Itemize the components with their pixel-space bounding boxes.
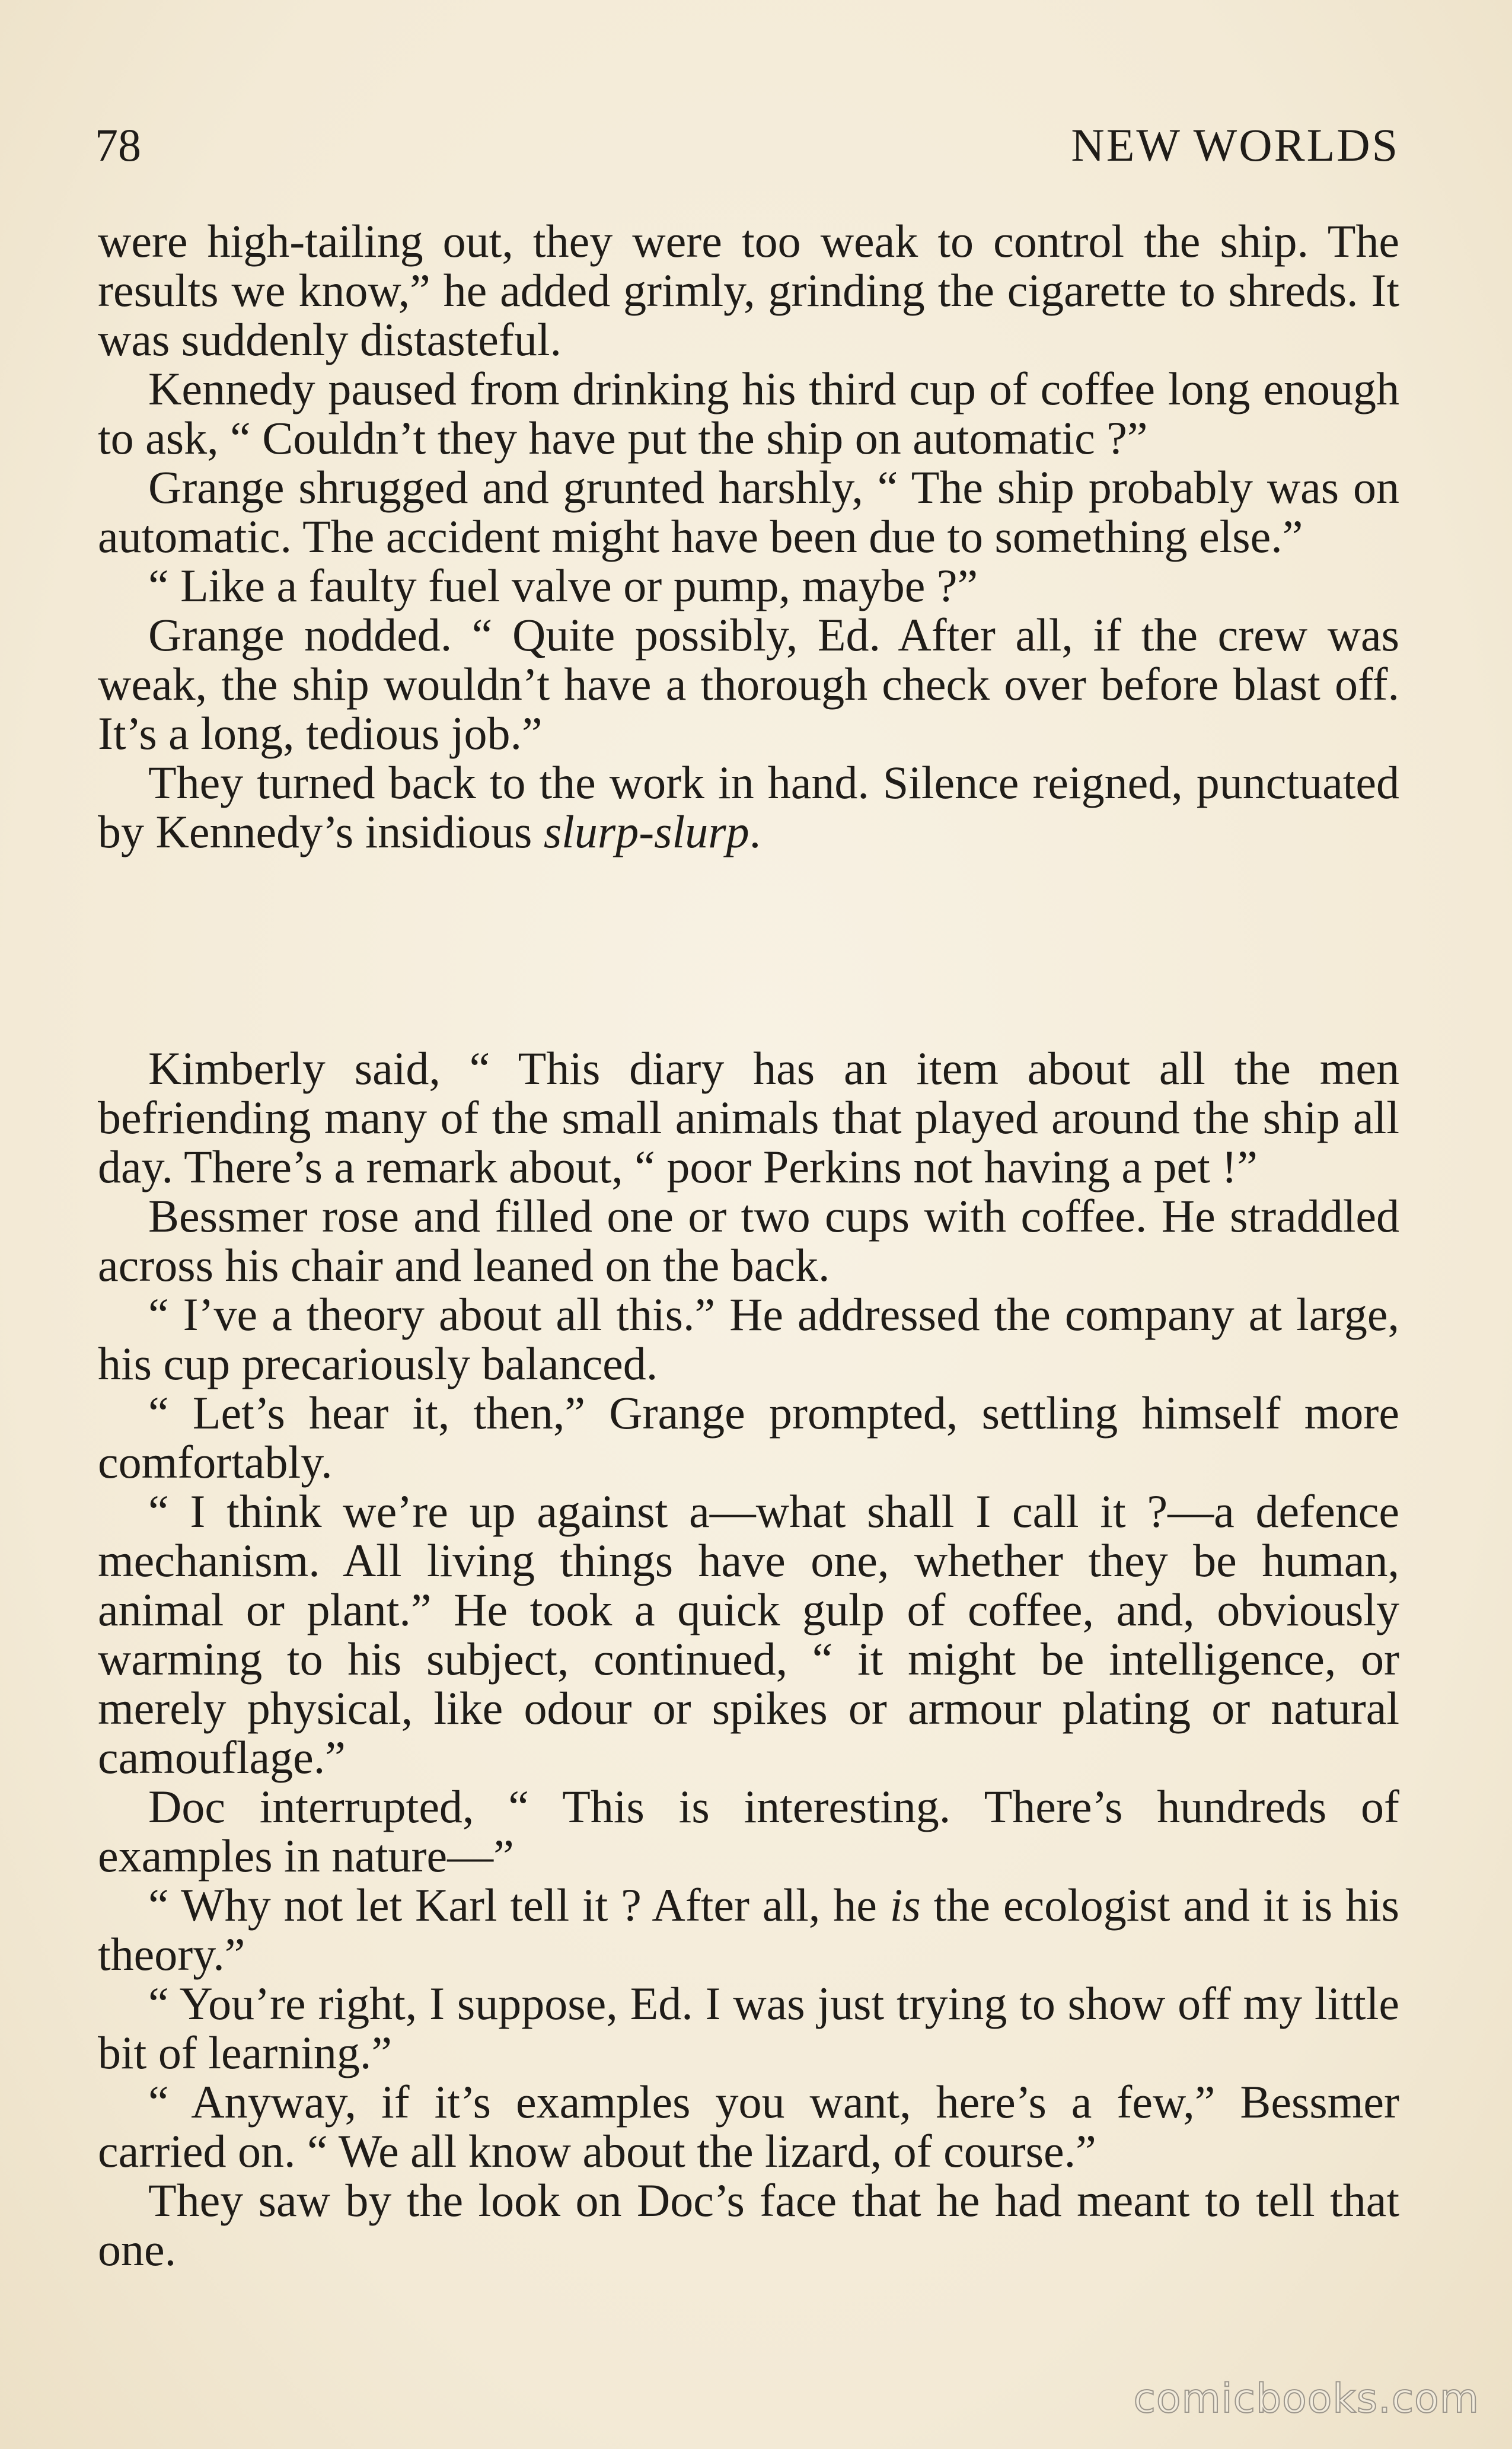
paragraph xyxy=(98,758,1399,856)
watermark: comicbooks.com xyxy=(1133,2375,1479,2422)
text-section-1 xyxy=(98,216,1399,856)
paragraph-text: . xyxy=(749,806,761,857)
paragraph: Kimberly said, “ This diary has an item about all the men befriending many of the small animals that played around the ship all day. There’s a remark about, “ poor Perkins not having a pet !” xyxy=(98,1042,1399,1192)
paragraph-text: the ecologist and it is his theory.” xyxy=(98,1879,1399,1980)
italic-text: slurp-slurp xyxy=(543,806,749,857)
paragraph: Bessmer rose and filled one or two cups with coffee. He straddled across his chair and leaned on the back. xyxy=(98,1190,1399,1291)
paragraph xyxy=(98,1880,1399,1979)
paragraph: “ Let’s hear it, then,” Grange prompted, settling himself more comfortably. xyxy=(98,1387,1399,1488)
paragraph-text: “ Why not let Karl tell it ? After all, he xyxy=(148,1879,890,1931)
paragraph: Doc interrupted, “ This is interesting. There’s hundreds of examples in nature—” xyxy=(98,1781,1399,1882)
paragraph: “ I’ve a theory about all this.” He addressed the company at large, his cup precariously balanced. xyxy=(98,1289,1399,1389)
paragraph: Kennedy paused from drinking his third cup of coffee long enough to ask, “ Couldn’t they have put the ship on automatic ?” xyxy=(98,363,1399,464)
paragraph: “ You’re right, I suppose, Ed. I was just trying to show off my little bit of learning.” xyxy=(98,1978,1399,2078)
paragraph: Grange nodded. “ Quite possibly, Ed. After all, if the crew was weak, the ship wouldn’t have a thorough check over before blast off. It’s a long, tedious job.” xyxy=(98,609,1399,759)
italic-text: is xyxy=(889,1879,921,1931)
paragraph: Grange shrugged and grunted harshly, “ The ship probably was on automatic. The accident might have been due to something else.” xyxy=(98,461,1399,562)
paragraph: “ Like a faulty fuel valve or pump, maybe ?” xyxy=(148,560,978,611)
paragraph: were high-tailing out, they were too weak to control the ship. The results we know,” he added grimly, grinding the cigarette to shreds. It was suddenly distasteful. xyxy=(98,215,1399,365)
paragraph: “ I think we’re up against a—what shall I call it ?—a defence mechanism. All living things have one, whether they be human, animal or plant.” He took a quick gulp of coffee, and, obviously warming to his subject, continued, “ it might be intelligence, or merely physical, like odour or spikes or armour plating or natural camouflage.” xyxy=(98,1485,1399,1783)
paragraph-text: They turned back to the work in hand. Silence reigned, punctuated by Kennedy’s insidious xyxy=(98,757,1399,857)
page-header xyxy=(95,113,1399,178)
page-number: 78 xyxy=(95,119,141,171)
text-section-2 xyxy=(98,1044,1399,2274)
paragraph: “ Anyway, if it’s examples you want, here’s a few,” Bessmer carried on. “ We all know about the lizard, of course.” xyxy=(98,2076,1399,2177)
paragraph: They saw by the look on Doc’s face that he had meant to tell that one. xyxy=(98,2174,1399,2275)
running-head: NEW WORLDS xyxy=(1071,119,1399,171)
